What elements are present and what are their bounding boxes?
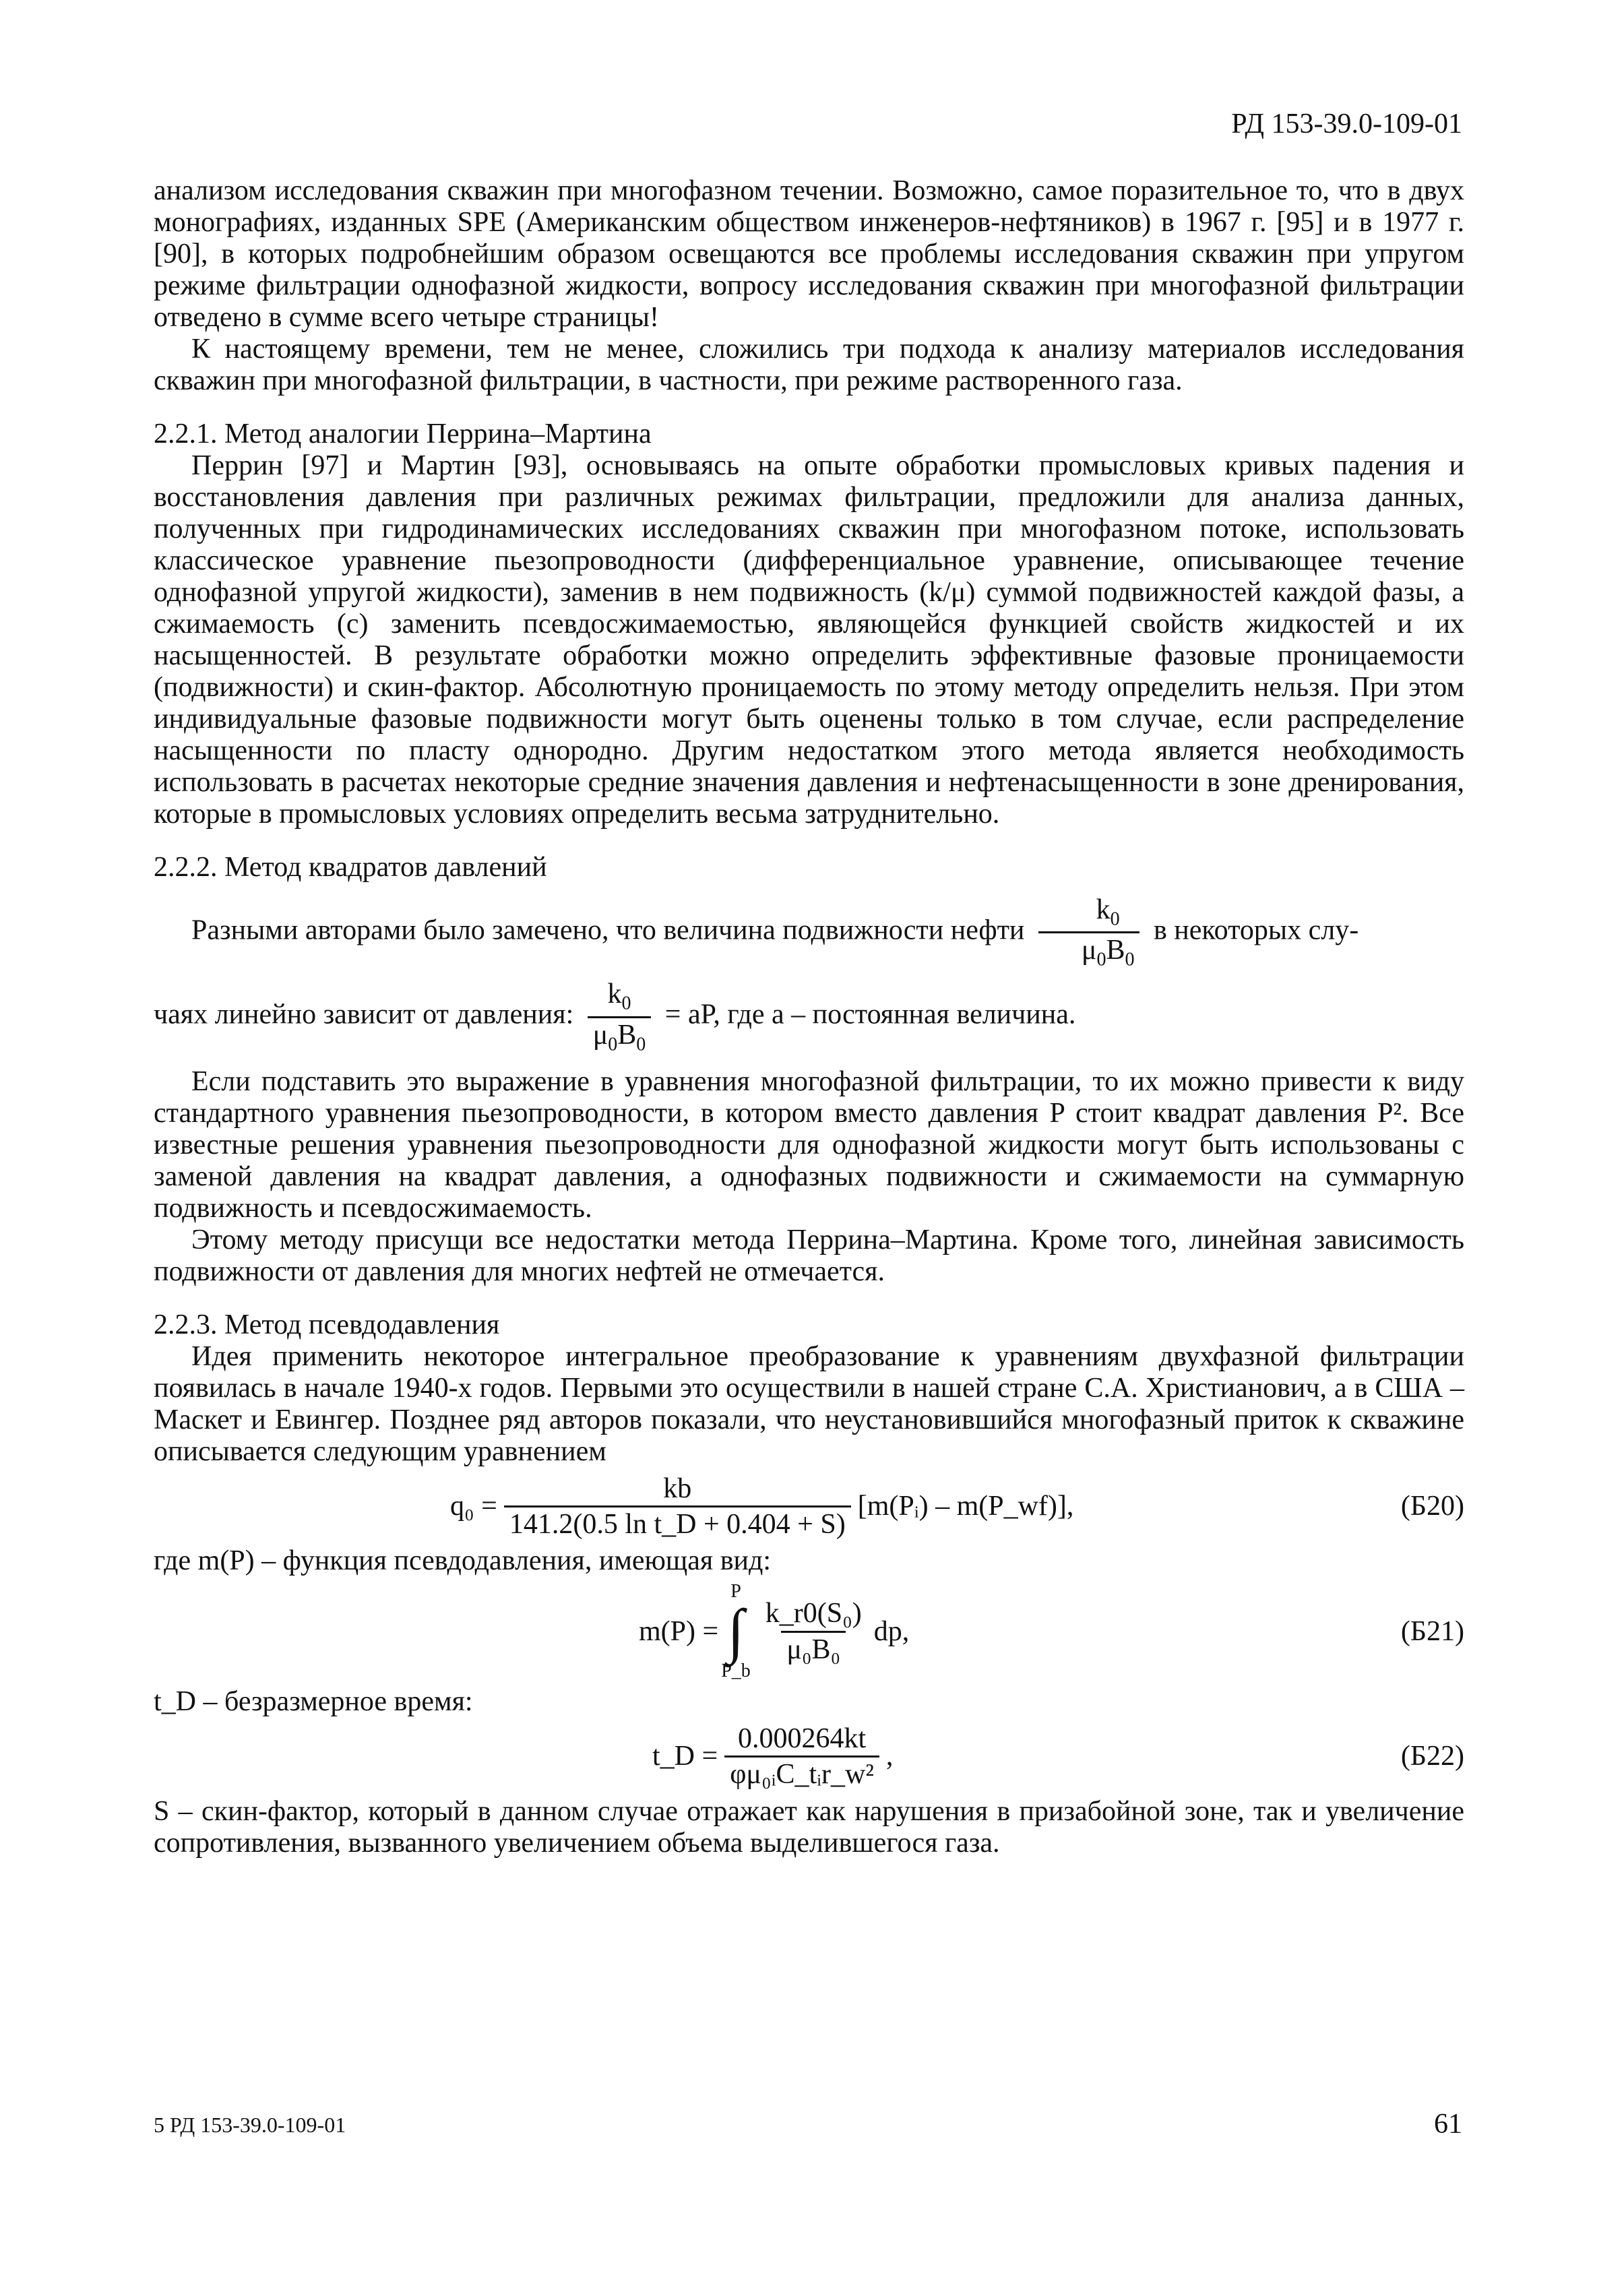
paragraph-linear: чаях линейно зависит от давления: $\frac{k_0}{\mu_0B_0}$ = aP, где a – постоянная величина. (154, 978, 1076, 1055)
paragraph: где m(P) – функция псевдодавления, имеющая вид: (154, 1545, 772, 1577)
footer-doc-code: 5 РД 153-39.0-109-01 (154, 2113, 346, 2137)
section-heading-2-2-1: 2.2.1. Метод аналогии Перрина–Мартина (154, 418, 652, 449)
equation-label: (Б21) (1400, 1615, 1464, 1647)
mobility-fraction: $\frac{k_0}{\mu_0B_0}$ (588, 978, 652, 1055)
doc-code-header: РД 153-39.0-109-01 (1231, 108, 1462, 139)
equation-b21: m(P) = P ∫ P_b $\frac{\text{k\_r0(S₀)}}{\text{μ₀B₀}}$ dp, (Б21) (639, 1581, 1464, 1682)
paragraph: t_D – безразмерное время: (154, 1686, 473, 1718)
section-heading-2-2-3: 2.2.3. Метод псевдодавления (154, 1309, 500, 1340)
paragraph: S – скин-фактор, который в данном случае отражает как нарушения в призабойной зоне, так и увеличение сопротивления, вызванного увеличением объема выделившегося газа. (154, 1795, 1464, 1859)
integral-sign: P ∫ P_b (721, 1581, 751, 1682)
paragraph: Если подставить это выражение в уравнения многофазной фильтрации, то их можно привести к виду стандартного уравнения пьезопроводности, в котором вместо давления P стоит квадрат давления P². Все известные решения уравнения пьезопроводности для однофазной жидкости могут быть использованы с заменой давления на квадрат давления, а однофазных подвижности и сжимаемости на суммарную подвижность и псевдосжимаемость. (154, 1065, 1464, 1224)
paragraph: анализом исследования скважин при многофазном течении. Возможно, самое поразительное то, что в двух монографиях, изданных SPE (Американским обществом инженеров-нефтяников) в 1967 г. [95] и в 1977 г. [90], в которых подробнейшим образом освещаются все проблемы исследования скважин при упругом режиме фильтрации однофазной жидкости, вопросу исследования скважин при многофазной фильтрации отведено в сумме всего четыре страницы! (154, 175, 1464, 333)
equation-b20: q₀ = $\frac{kb}{\text{141.2(0.5 ln t\_D + 0.404 + S)}}$ [m(Pᵢ) – m(P_wf)], (Б20) (450, 1472, 1464, 1540)
mobility-fraction: $\frac{k_0}{\mu_0B_0}$ (1038, 894, 1140, 970)
paragraph: Идея применить некоторое интегральное преобразование к уравнениям двухфазной фильтрации появилась в начале 1940-х годов. Первыми это осуществили в нашей стране С.А. Христианович, а в США – Маскет и Евингер. Позднее ряд авторов показали, что неустановившийся многофазный приток к скважине описывается следующим уравнением (154, 1340, 1464, 1467)
paragraph: Этому методу присущи все недостатки метода Перрина–Мартина. Кроме того, линейная зависимость подвижности от давления для многих нефтей не отмечается. (154, 1224, 1464, 1287)
equation-label: (Б22) (1400, 1741, 1464, 1772)
page-number: 61 (1434, 2109, 1462, 2140)
equation-label: (Б20) (1400, 1490, 1464, 1522)
paragraph: Перрин [97] и Мартин [93], основываясь на опыте обработки промысловых кривых падения и восстановления давления при различных режимах фильтрации, предложили для анализа данных, полученных при гидродинамических исследованиях скважин при многофазном потоке, использовать классическое уравнение пьезопроводности (дифференциальное уравнение, описывающее течение однофазной упругой жидкости), заменив в нем подвижность (k/μ) суммой подвижностей каждой фазы, а сжимаемость (c) заменить псевдосжимаемостью, являющейся функцией свойств жидкостей и их насыщенностей. В результате обработки можно определить эффективные фазовые проницаемости (подвижности) и скин-фактор. Абсолютную проницаемость по этому методу определить нельзя. При этом индивидуальные фазовые подвижности могут быть оценены только в том случае, если распределение насыщенности по пласту однородно. Другим недостатком этого метода является необходимость использовать в расчетах некоторые средние значения давления и нефтенасыщенности в зоне дренирования, которые в промысловых условиях определить весьма затруднительно. (154, 450, 1464, 830)
paragraph-mobility: Разными авторами было замечено, что величина подвижности нефти $\frac{k_0}{\mu_0B_0}$ в некоторых слу- (191, 894, 1359, 970)
equation-b22: t_D = $\frac{0.000264kt}{\text{φμ₀ᵢC\_tᵢr\_w²}}$ , (Б22) (652, 1723, 1464, 1791)
section-heading-2-2-2: 2.2.2. Метод квадратов давлений (154, 852, 547, 883)
page-body (154, 175, 1464, 1859)
paragraph: К настоящему времени, тем не менее, сложились три подхода к анализу материалов исследования скважин при многофазной фильтрации, в частности, при режиме растворенного газа. (154, 334, 1464, 396)
